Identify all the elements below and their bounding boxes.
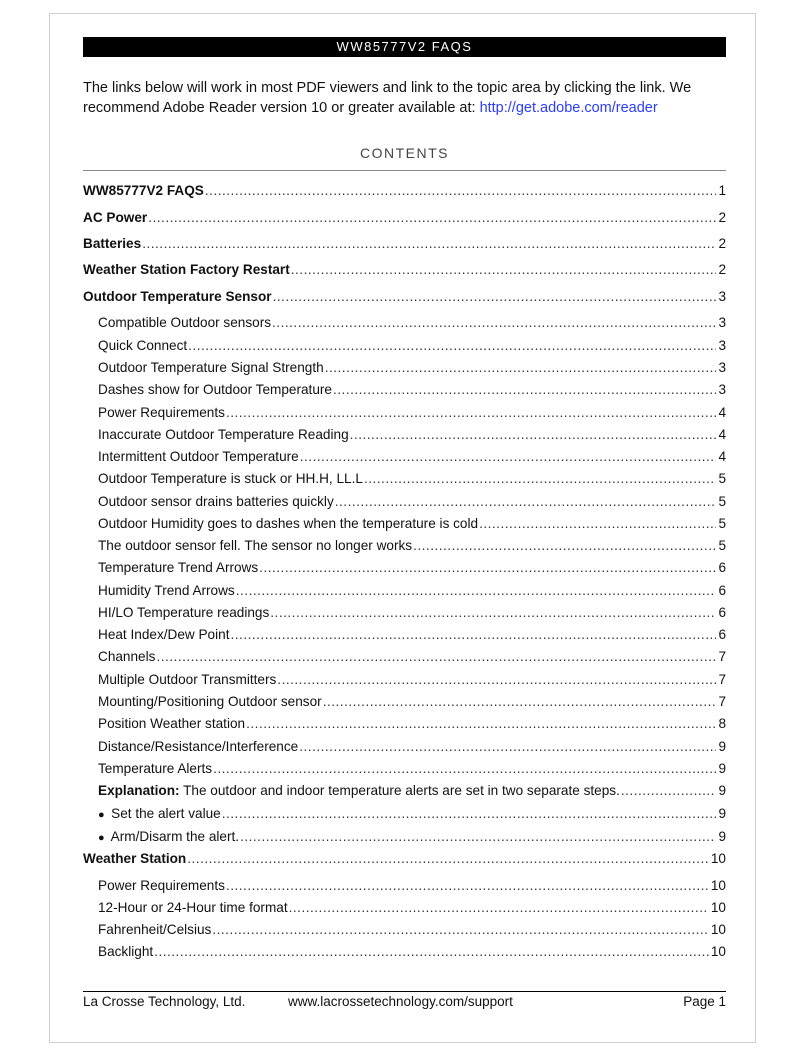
- toc-entry[interactable]: [98, 336, 726, 356]
- toc-leader: [259, 558, 716, 578]
- toc-entry[interactable]: [98, 781, 726, 801]
- toc-entry[interactable]: [98, 403, 726, 423]
- toc-entry-page: 10: [710, 878, 726, 893]
- toc-entry-label: Distance/Resistance/Interference: [98, 739, 299, 754]
- toc-entry-page: 10: [710, 851, 726, 866]
- toc-entry-page: 2: [718, 210, 726, 225]
- toc-entry[interactable]: [98, 714, 726, 734]
- toc-entry[interactable]: [98, 737, 726, 757]
- toc-entry-label: Outdoor Temperature Sensor: [83, 289, 272, 304]
- toc-entry-page: 8: [718, 716, 726, 731]
- toc-leader: [272, 313, 716, 333]
- toc-entry-page: 6: [718, 560, 726, 575]
- toc-entry[interactable]: [98, 603, 726, 623]
- toc-entry[interactable]: [98, 625, 726, 645]
- toc-leader: [187, 849, 709, 869]
- toc-leader: [154, 942, 709, 962]
- toc-leader: [270, 603, 716, 623]
- toc-leader: [142, 234, 716, 254]
- toc-entry-page: 4: [718, 449, 726, 464]
- toc-entry-label: Channels: [98, 649, 156, 664]
- toc-entry-label: Arm/Disarm the alert.: [110, 829, 240, 844]
- toc-entry-page: 7: [718, 672, 726, 687]
- toc-entry[interactable]: [83, 181, 726, 201]
- toc-leader: [621, 781, 717, 801]
- toc-entry[interactable]: [98, 670, 726, 690]
- toc-leader: [364, 469, 716, 489]
- footer-page-number: Page 1: [683, 994, 726, 1009]
- toc-entry[interactable]: [98, 581, 726, 601]
- toc-leader: [335, 492, 717, 512]
- toc-entry[interactable]: [98, 380, 726, 400]
- toc-entry[interactable]: [98, 558, 726, 578]
- toc-entry[interactable]: [98, 942, 726, 962]
- toc-entry-page: 9: [718, 761, 726, 776]
- toc-leader: [213, 759, 716, 779]
- toc-entry-label: Inaccurate Outdoor Temperature Reading: [98, 427, 349, 442]
- toc-entry-label: Position Weather station: [98, 716, 246, 731]
- toc-entry-label: Batteries: [83, 236, 142, 251]
- toc-leader: [226, 403, 717, 423]
- toc-entry-label: AC Power: [83, 210, 148, 225]
- adobe-reader-link[interactable]: http://get.adobe.com/reader: [479, 100, 658, 116]
- toc-entry-label: Set the alert value: [111, 806, 221, 821]
- bullet-icon: ●: [98, 832, 105, 844]
- toc-entry[interactable]: [98, 647, 726, 667]
- explanation-label: Explanation:: [98, 783, 180, 798]
- toc-entry-label: Power Requirements: [98, 878, 225, 893]
- toc-leader: [222, 804, 717, 824]
- toc-entry-label: 12-Hour or 24-Hour time format: [98, 900, 288, 915]
- toc-entry-page: 2: [718, 236, 726, 251]
- toc-entry-page: 7: [718, 649, 726, 664]
- toc-leader: [479, 514, 716, 534]
- toc-entry-page: 9: [718, 783, 726, 798]
- toc-entry[interactable]: [83, 260, 726, 280]
- toc-entry-label: Outdoor Temperature is stuck or HH.H, LL.L: [98, 471, 363, 486]
- toc-entry-page: 5: [718, 471, 726, 486]
- toc-entry-label: Weather Station: [83, 851, 187, 866]
- toc-entry-label: Humidity Trend Arrows: [98, 583, 235, 598]
- toc-entry[interactable]: [83, 234, 726, 254]
- toc-entry-label: WW85777V2 FAQS: [83, 183, 204, 198]
- toc-entry-page: 4: [718, 427, 726, 442]
- toc-leader: [205, 181, 717, 201]
- toc-leader: [277, 670, 716, 690]
- toc-entry-page: 9: [718, 739, 726, 754]
- toc-entry-page: 5: [718, 516, 726, 531]
- footer-support-url[interactable]: www.lacrossetechnology.com/support: [288, 994, 513, 1009]
- toc-entry-label: Fahrenheit/Celsius: [98, 922, 212, 937]
- toc-entry[interactable]: [98, 876, 726, 896]
- toc-entry-label: Heat Index/Dew Point: [98, 627, 230, 642]
- toc-entry-page: 9: [718, 806, 726, 821]
- toc-leader: [299, 737, 716, 757]
- footer-company: La Crosse Technology, Ltd.: [83, 994, 246, 1009]
- toc-leader: [246, 714, 716, 734]
- toc-entry-page: 5: [718, 494, 726, 509]
- toc-entry-label: Power Requirements: [98, 405, 225, 420]
- page-footer: [83, 991, 726, 1012]
- toc-leader: [300, 447, 717, 467]
- toc-entry-page: 3: [718, 338, 726, 353]
- toc-leader: [240, 827, 716, 847]
- toc-entry-page: 6: [718, 605, 726, 620]
- toc-entry-page: 6: [718, 627, 726, 642]
- page-header: WW85777V2 FAQS: [83, 37, 726, 57]
- toc-entry[interactable]: [98, 358, 726, 378]
- toc-entry[interactable]: [98, 759, 726, 779]
- toc-entry-page: 7: [718, 694, 726, 709]
- toc-entry-label: Compatible Outdoor sensors: [98, 315, 272, 330]
- toc-entry[interactable]: [98, 920, 726, 940]
- toc-entry[interactable]: [98, 692, 726, 712]
- toc-leader: [188, 336, 716, 356]
- toc-entry[interactable]: [83, 849, 726, 869]
- toc-leader: [226, 876, 709, 896]
- toc-entry-label: Dashes show for Outdoor Temperature: [98, 382, 332, 397]
- toc-leader: [350, 425, 717, 445]
- toc-entry[interactable]: [98, 469, 726, 489]
- explanation-text: The outdoor and indoor temperature alerts are set in two separate steps.: [179, 783, 620, 798]
- toc-entry[interactable]: [98, 898, 726, 918]
- toc-entry-label: Outdoor sensor drains batteries quickly: [98, 494, 334, 509]
- toc-entry[interactable]: [98, 492, 726, 512]
- toc-leader: [413, 536, 716, 556]
- contents-heading: CONTENTS: [360, 145, 449, 161]
- toc-entry[interactable]: [98, 447, 726, 467]
- toc-entry-label: Intermittent Outdoor Temperature: [98, 449, 299, 464]
- toc-entry[interactable]: [98, 827, 726, 847]
- toc-entry-page: 4: [718, 405, 726, 420]
- toc-entry-page: 1: [718, 183, 726, 198]
- toc-entry-page: 3: [718, 315, 726, 330]
- intro-text: The links below will work in most PDF viewers and link to the topic area by clicking the link. We recommend Adobe Reader version 10 or greater available at:: [83, 80, 692, 116]
- toc-entry-page: 10: [710, 944, 726, 959]
- toc-entry-page: 10: [710, 900, 726, 915]
- toc-entry-page: 9: [718, 829, 726, 844]
- toc-entry[interactable]: [83, 208, 726, 228]
- toc-leader: [289, 898, 709, 918]
- toc-entry-page: 3: [718, 382, 726, 397]
- toc-leader: [273, 287, 717, 307]
- toc-entry-label: HI/LO Temperature readings: [98, 605, 270, 620]
- toc-entry[interactable]: [98, 514, 726, 534]
- toc-entry[interactable]: [98, 804, 726, 824]
- toc-entry-label: Backlight: [98, 944, 154, 959]
- toc-entry-page: 10: [710, 922, 726, 937]
- toc-leader: [236, 581, 717, 601]
- toc-leader: [156, 647, 716, 667]
- toc-entry-label: Weather Station Factory Restart: [83, 262, 290, 277]
- toc-leader: [291, 260, 717, 280]
- toc-leader: [323, 692, 717, 712]
- toc-leader: [148, 208, 716, 228]
- toc-leader: [230, 625, 716, 645]
- toc-entry-label: [98, 781, 620, 801]
- toc-leader: [325, 358, 717, 378]
- toc-entry[interactable]: [98, 536, 726, 556]
- toc-leader: [212, 920, 709, 940]
- toc-entry[interactable]: [83, 287, 726, 307]
- toc-entry-page: 3: [718, 289, 726, 304]
- toc-entry-label: The outdoor sensor fell. The sensor no longer works: [98, 538, 413, 553]
- toc-entry-label: Outdoor Temperature Signal Strength: [98, 360, 324, 375]
- toc-entry-page: 3: [718, 360, 726, 375]
- toc-leader: [333, 380, 716, 400]
- toc-entry[interactable]: [98, 313, 726, 333]
- toc-entry-page: 2: [718, 262, 726, 277]
- bullet-icon: ●: [98, 809, 105, 821]
- toc-entry[interactable]: [98, 425, 726, 445]
- toc-entry-label: Outdoor Humidity goes to dashes when the temperature is cold: [98, 516, 479, 531]
- toc-entry-label: Temperature Alerts: [98, 761, 213, 776]
- toc-entry-page: 5: [718, 538, 726, 553]
- toc-entry-page: 6: [718, 583, 726, 598]
- toc-entry-label: Quick Connect: [98, 338, 188, 353]
- toc-entry-label: Mounting/Positioning Outdoor sensor: [98, 694, 322, 709]
- toc-entry-label: Temperature Trend Arrows: [98, 560, 259, 575]
- toc-entry-label: Multiple Outdoor Transmitters: [98, 672, 277, 687]
